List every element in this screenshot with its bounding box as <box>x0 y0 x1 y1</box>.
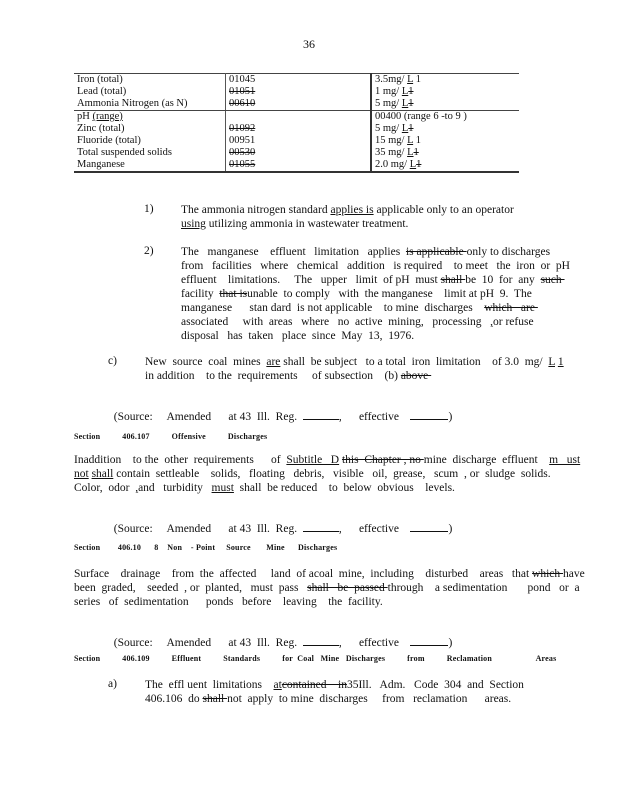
section-406-108-run: been graded, seeded , or planted, must pass <box>74 582 308 594</box>
limit-text: 1 <box>408 86 414 97</box>
section-406-107-text <box>74 453 580 495</box>
item-c-line <box>145 369 564 383</box>
item-2-run: which are <box>484 302 538 314</box>
section-406-107-line <box>74 467 580 481</box>
source-note-2: (Source: Amended at 43 Ill. Reg. , effective ) <box>113 523 453 535</box>
limit-cell <box>371 86 519 98</box>
item-2-line <box>181 287 570 301</box>
item-1-run: applicable only to an operator <box>373 204 514 216</box>
item-a-run: contained in <box>281 679 347 691</box>
item-2-run: from facilities where chemical addition is required to meet the iron or pH <box>181 260 570 272</box>
storet-code-cell <box>226 111 372 124</box>
section-406-108-line <box>74 595 585 609</box>
section-406-108-run: through a sedimentation pond or a <box>387 582 580 594</box>
item-a-run: at <box>273 679 282 691</box>
limit-text: 1 <box>416 159 422 170</box>
item-2-line <box>181 273 570 287</box>
item-1-run: The ammonia nitrogen standard <box>181 204 331 216</box>
storet-code-cell: 00951 <box>226 135 372 147</box>
source-note-1: (Source: Amended at 43 Ill. Reg. , effective ) <box>113 411 453 423</box>
item-2-run: facility <box>181 288 220 300</box>
limit-text: 2.0 mg/ <box>375 159 410 170</box>
section-406-107-run: Color, odor <box>74 482 136 494</box>
item-1-number: 1) <box>144 203 154 215</box>
parameter-cell: Iron (total) <box>74 74 226 87</box>
parameter-text: (range) <box>92 111 123 122</box>
section-406-107-run: mine discharge effluent <box>423 454 550 466</box>
limit-cell <box>371 74 519 87</box>
parameter-cell: Total suspended solids <box>74 147 226 159</box>
item-2-run: manganese stan dard is not applicable to mine discharges <box>181 302 485 314</box>
item-a-run: The effl uent limitations <box>145 679 274 691</box>
section-406-107-run: contain settleable solids, floating debris, visible oil, grease, scum , or sludge solids. <box>113 468 551 480</box>
limit-text: 5 mg/ <box>375 123 402 134</box>
section-406-107-run: this Chapter , no <box>341 454 424 466</box>
item-2-line <box>181 315 570 329</box>
storet-code-cell: 00610 <box>226 98 372 111</box>
item-2-run: be 10 for any <box>465 274 541 286</box>
item-c-run: L <box>548 356 555 368</box>
limit-text: L <box>407 135 414 146</box>
item-a-run: 406.106 do <box>145 693 203 705</box>
limit-text: 1 <box>413 135 421 146</box>
item-2-line <box>181 245 570 259</box>
table-row <box>74 111 519 124</box>
limit-text: L <box>401 98 409 109</box>
storet-code-cell: 01045 <box>226 74 372 87</box>
storet-code-cell: 01055 <box>226 159 372 172</box>
section-406-108-heading: Section 406.10 8 Non - Point Source Mine Discharges <box>74 543 338 552</box>
item-1-run: applies is <box>330 204 374 216</box>
item-a-text <box>145 678 524 706</box>
item-a-number: a) <box>108 678 117 690</box>
limit-cell <box>371 98 519 111</box>
table-row <box>74 147 519 159</box>
item-a-line <box>145 692 524 706</box>
item-c-run: in addition to the requirements of subsection (b) <box>145 370 401 382</box>
item-c-run: above <box>400 370 432 382</box>
table-row <box>74 74 519 87</box>
item-2-run: unable to comply with the manganese limit at pH 9. The <box>247 288 532 300</box>
item-c-number: c) <box>108 355 117 367</box>
parameter-cell: Zinc (total) <box>74 123 226 135</box>
item-2-run: associated with areas where no active mining, processing <box>181 316 491 328</box>
limit-text: 35 mg/ <box>375 147 408 158</box>
item-2-number: 2) <box>144 245 154 257</box>
storet-code-cell: 00530 <box>226 147 372 159</box>
limit-text: L <box>401 86 409 97</box>
section-406-108-run: Surface drainage from the affected land of acoal mine, including disturbed areas that <box>74 568 533 580</box>
limit-cell <box>371 123 519 135</box>
item-c-run: shall be subject to a total iron limitation of 3.0 mg/ <box>280 356 549 368</box>
item-c-line <box>145 355 564 369</box>
limit-text: 00400 (range 6 -to 9 ) <box>375 111 467 122</box>
section-406-107-run: Inaddition to the other requirements of <box>74 454 287 466</box>
limit-text: 5 mg/ <box>375 98 402 109</box>
parameter-cell <box>74 111 226 124</box>
page-number: 36 <box>303 37 315 51</box>
item-a-run: shall <box>202 693 228 705</box>
limit-text: 3.5mg/ <box>375 74 408 85</box>
limit-cell <box>371 111 519 124</box>
item-2-line <box>181 301 570 315</box>
parameter-text: pH <box>77 111 93 122</box>
table-row <box>74 135 519 147</box>
item-2-line <box>181 329 570 343</box>
section-406-107-run: m ust <box>549 454 581 466</box>
section-406-107-heading: Section 406.107 Offensive Discharges <box>74 432 268 441</box>
limit-text: 1 <box>408 123 414 134</box>
item-2-run: is applicable <box>405 246 467 258</box>
item-2-line <box>181 259 570 273</box>
section-406-107-line <box>74 481 580 495</box>
limit-text: L <box>407 74 414 85</box>
item-a-run: not apply to mine discharges from reclamation areas. <box>227 693 512 705</box>
table-row <box>74 159 519 172</box>
storet-code-cell: 01051 <box>226 86 372 98</box>
limit-cell <box>371 159 519 172</box>
section-406-108-run: series of sedimentation ponds before leaving the facility. <box>74 596 383 608</box>
section-406-108-run: which <box>532 568 564 580</box>
item-2-run: or refuse <box>493 316 534 328</box>
parameter-cell: Fluoride (total) <box>74 135 226 147</box>
item-2-run: shall <box>440 274 466 286</box>
section-406-107-run: Subtitle D <box>286 454 340 466</box>
parameter-cell: Manganese <box>74 159 226 172</box>
limit-cell <box>371 135 519 147</box>
limit-text: 1 <box>413 147 419 158</box>
section-406-108-text <box>74 567 585 609</box>
parameter-cell: Lead (total) <box>74 86 226 98</box>
limit-text: 1 <box>413 74 421 85</box>
section-406-107-run: not <box>74 468 89 480</box>
item-c-text <box>145 355 564 383</box>
item-2-run: that is <box>219 288 248 300</box>
item-c-run: New source coal mines <box>145 356 267 368</box>
section-406-108-line <box>74 567 585 581</box>
item-c-run: are <box>266 356 281 368</box>
item-2-run: only to discharges <box>466 246 551 258</box>
storet-code-cell: 01092 <box>226 123 372 135</box>
item-a-run: 35Ill. Adm. Code 304 and Section <box>346 679 524 691</box>
item-2-run: effluent limitations. The upper limit of pH must <box>181 274 441 286</box>
item-2-text <box>181 245 570 343</box>
item-2-run: , <box>490 316 494 328</box>
table-row <box>74 98 519 111</box>
item-a-line <box>145 678 524 692</box>
section-406-108-run: have <box>563 568 585 580</box>
source-note-3: (Source: Amended at 43 Ill. Reg. , effective ) <box>113 637 453 649</box>
limit-cell <box>371 147 519 159</box>
table-row <box>74 86 519 98</box>
section-406-107-run: shall be reduced to below obvious levels. <box>233 482 455 494</box>
limit-text: L <box>401 123 409 134</box>
section-406-107-line <box>74 453 580 467</box>
section-406-108-run: shall be passed <box>307 582 388 594</box>
item-1-text <box>181 203 521 231</box>
limit-text: 1 mg/ <box>375 86 402 97</box>
limit-text: 15 mg/ <box>375 135 408 146</box>
parameter-cell: Ammonia Nitrogen (as N) <box>74 98 226 111</box>
limit-text: L <box>409 159 417 170</box>
limit-text: 1 <box>408 98 414 109</box>
section-406-107-run: must <box>211 482 234 494</box>
item-c-run: 1 <box>557 356 564 368</box>
section-406-109-heading: Section 406.109 Effluent Standards for Coal Mine Discharges from Reclamation Areas <box>74 654 557 663</box>
section-406-107-run: , <box>135 482 139 494</box>
limit-text: L <box>407 147 414 158</box>
section-406-107-run: shall <box>91 468 114 480</box>
section-406-108-line <box>74 581 585 595</box>
section-406-107-run: and turbidity <box>138 482 212 494</box>
item-2-run: such <box>540 274 565 286</box>
table-row <box>74 123 519 135</box>
item-1-run: using <box>181 218 206 230</box>
effluent-limits-table <box>74 73 519 173</box>
item-2-run: The manganese effluent limitation applies <box>181 246 406 258</box>
item-2-run: disposal has taken place since May 13, 1976. <box>181 330 415 342</box>
item-1-run: utilizing ammonia in wastewater treatment. <box>205 218 409 230</box>
